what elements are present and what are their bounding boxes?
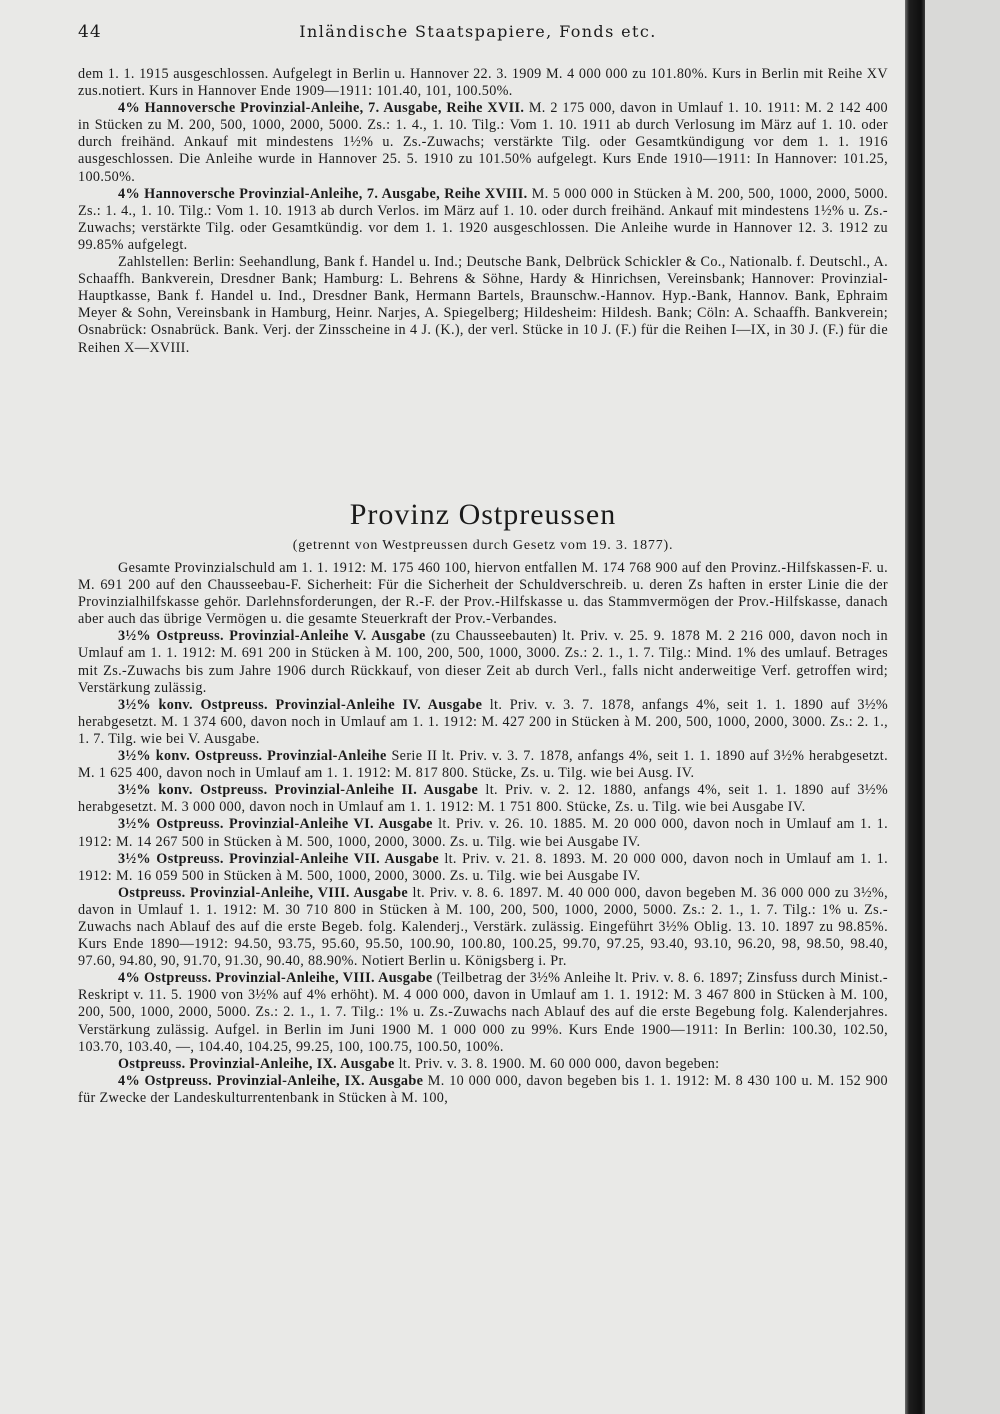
- hannover-reihe-xviii: [78, 186, 888, 254]
- entry-text: (Teilbetrag der 3½% Anleihe lt. Priv. v. 8. 6. 1897; Zinsfuss durch Minist.-Reskript v. 11. 5. 1900 von 3½% auf 4% erhöht). M. 4 000 000, davon in Umlauf am 1. 1. 1912: M. 3 467 800 in Stücken à M. 100, 200, 500, 1000, 2000, 5000. Zs.: 2. 1., 1. 7. Tilg.: 1% u. Zs.-Zuwachs nach Ablauf des auf die erste Begebung folg. Kalenderjahres. Verstärkung zulässig. Aufgel. in Berlin im Juni 1900 M. 1 000 000 zu 99%. Kurs Ende 1900—1911: In Berlin: 100.30, 102.50, 103.70, 103.40, —, 104.40, 104.25, 99.25, 100, 100.75, 100.50, 100%.: [78, 970, 888, 1055]
- entry-text: M. 10 000 000, davon begeben bis 1. 1. 1912: M. 8 430 100 u. M. 152 900 für Zwecke der Landeskulturrentenbank in Stücken à M. 100,: [78, 1072, 889, 1106]
- entry-text: lt. Priv. v. 26. 10. 1885. M. 20 000 000, davon noch in Umlauf am 1. 1. 1912: M. 14 267 500 in Stücken à M. 500, 1000, 2000, 3000. Zs. u. Tilg. wie bei Ausgabe IV.: [78, 816, 888, 850]
- entry-text: lt. Priv. v. 21. 8. 1893. M. 20 000 000, davon noch in Umlauf am 1. 1. 1912: M. 16 059 500 in Stücken à M. 500, 1000, 2000, 3000. Zs. u. Tilg. wie bei Ausgabe IV.: [78, 850, 888, 884]
- entry-heading: 3½% Ostpreuss. Provinzial-Anleihe V. Ausgabe: [118, 628, 426, 645]
- hannover-reihe-xvii: [78, 100, 888, 185]
- entry-text: M. 2 175 000, davon in Umlauf 1. 10. 1911: M. 2 142 400 in Stücken zu M. 200, 500, 1000, 2000, 5000. Zs.: 1. 4., 1. 10. Tilg.: Vom 1. 10. 1911 ab durch Verlosung im März auf 1. 10. oder durch freihänd. Ankauf mit mindestens 1½% u. Zs.-Zuwachs; verstärkte Tilg. oder Gesamtkündigung vor dem 1. 1. 1916 ausgeschlossen. Die Anleihe wurde in Hannover 25. 5. 1910 zu 101.50% aufgelegt. Kurs Ende 1910—1911: In Hannover: 101.25, 100.50%.: [78, 100, 888, 185]
- ostpreussen-intro: Gesamte Provinzialschuld am 1. 1. 1912: M. 175 460 100, hiervon entfallen M. 174 768 900 auf den Provinz.-Hilfskassen-F. u. M. 691 200 auf den Chausseebau-F. Sicherheit: Für die Sicherheit der Schuldverschreib. u. deren Zs haften in erster Linie die der Provinzialhilfskasse gehör. Darlehnsforderungen, der R.-F. der Prov.-Hilfskasse u. das Stammvermögen der Prov.-Hilfskasse, danach aber auch das übrige Vermögen u. die gesamte Steuerkraft der Prov.-Verbandes.: [78, 560, 888, 628]
- entry-text: lt. Priv. v. 3. 8. 1900. M. 60 000 000, davon begeben:: [394, 1055, 720, 1072]
- section-title: Provinz Ostpreussen: [349, 498, 617, 531]
- entry-ausgabe-iv: [78, 697, 888, 748]
- running-head: Inländische Staatspapiere, Fonds etc.: [299, 22, 657, 41]
- entry-heading: 4% Ostpreuss. Provinzial-Anleihe, IX. Ausgabe: [118, 1072, 424, 1089]
- hannover-continuation: dem 1. 1. 1915 ausgeschlossen. Aufgelegt in Berlin u. Hannover 22. 3. 1909 M. 4 000 000 zu 101.80%. Kurs in Berlin mit Reihe XV zus.notiert. Kurs in Hannover Ende 1909—1911: 101.40, 101, 100.50%.: [78, 66, 888, 100]
- entry-text: (zu Chausseebauten) lt. Priv. v. 25. 9. 1878 M. 2 216 000, davon noch in Umlauf am 1. 1. 1912: M. 691 200 in Stücken à M. 100, 200, 500, 1000, 3000. Zs.: 2. 1., 1. 7. Tilg.: Mind. 1% des umlauf. Betrages mit Zs.-Zuwachs bis zum Jahre 1906 durch Rückkauf, von dieser Zeit ab durch Verl., falls nicht anderweitige Verf. getroffen wird; Verstärkung zulässig.: [78, 628, 888, 696]
- entry-heading: 4% Ostpreuss. Provinzial-Anleihe, VIII. Ausgabe: [118, 970, 433, 987]
- adjacent-page-edge: [925, 0, 1000, 1414]
- entry-text: M. 5 000 000 in Stücken à M. 200, 500, 1000, 2000, 5000. Zs.: 1. 4., 1. 10. Tilg.: Vom 1. 10. 1913 ab durch Verlos. im März auf 1. 10. oder durch freihänd. Ankauf mit mindestens 1½% u. Zs.-Zuwachs; verstärkte Tilg. oder Gesamtkündig. vor dem 1. 1. 1920 ausgeschlossen. Die Anleihe wurde in Hannover 12. 3. 1912 zu 99.85% aufgelegt.: [78, 185, 888, 253]
- entry-ausgabe-vi: [78, 816, 888, 850]
- entry-heading: 4% Hannoversche Provinzial-Anleihe, 7. Ausgabe, Reihe XVIII.: [118, 185, 528, 202]
- entry-ausgabe-ix-4pct: [78, 1073, 888, 1107]
- entry-serie-ii: [78, 748, 888, 782]
- entry-heading: 3½% Ostpreuss. Provinzial-Anleihe VI. Ausgabe: [118, 816, 433, 833]
- entry-ausgabe-viii: [78, 885, 888, 970]
- entry-ausgabe-vii: [78, 851, 888, 885]
- entry-ausgabe-v: [78, 628, 888, 696]
- entry-heading: 3½% Ostpreuss. Provinzial-Anleihe VII. Ausgabe: [118, 850, 439, 867]
- entry-heading: Ostpreuss. Provinzial-Anleihe, VIII. Ausgabe: [118, 884, 409, 901]
- entry-ausgabe-ix: [78, 1056, 888, 1073]
- ostpreussen-section: [78, 560, 888, 1107]
- hannover-zahlstellen: Zahlstellen: Berlin: Seehandlung, Bank f. Handel u. Ind.; Deutsche Bank, Delbrück Schickler & Co., Nationalb. f. Deutschl., A. Schaaffh. Bankverein, Dresdner Bank; Hamburg: L. Behrens & Söhne, Hardy & Hinrichsen, Vereinsbank; Hannover: Provinzial-Hauptkasse, Bank f. Handel u. Ind., Dresdner Bank, Hermann Bartels, Braunschw.-Hannov. Hyp.-Bank, Hannov. Bank, Ephraim Meyer & Sohn, Vereinsbank in Hamburg, Heinr. Narjes, A. Spiegelberg; Hildesheim: Hildesh. Bank; Cöln: A. Schaaffh. Bankverein; Osnabrück: Osnabrück. Bank. Verj. der Zinsscheine in 4 J. (K.), der verl. Stücke in 10 J. (F.) für die Reihen I—IX, in 30 J. (F.) für die Reihen X—XVIII.: [78, 254, 888, 356]
- entry-ausgabe-ii: [78, 782, 888, 816]
- entry-text: lt. Priv. v. 3. 7. 1878, anfangs 4%, seit 1. 1. 1890 auf 3½% herabgesetzt. M. 1 374 600, davon noch in Umlauf am 1. 1. 1912: M. 427 200 in Stücken à M. 200, 500, 1000, 2000, 3000. Zs.: 2. 1., 1. 7. Tilg. wie bei V. Ausgabe.: [78, 696, 888, 747]
- entry-text: lt. Priv. v. 8. 6. 1897. M. 40 000 000, davon begeben M. 36 000 000 zu 3½%, davon in Umlauf 1. 1. 1912: M. 30 710 800 in Stücken à M. 100, 200, 500, 1000, 2000, 5000. Zs.: 2. 1., 1. 7. Tilg.: 1% u. Zs.-Zuwachs nach Ablauf des auf die erste Begeb. folg. Kalenderj., Verstärk. zulässig. Eingeführt 3½% Oblig. 13. 10. 1897 zu 98.85%. Kurs Ende 1890—1912: 94.50, 93.75, 95.60, 95.50, 100.90, 100.80, 100.25, 99.70, 97.25, 93.40, 93.10, 96.20, 98, 98.50, 98.40, 97.60, 94.80, 90, 91.70, 91.30, 90.40, 88.90%. Notiert Berlin u. Königsberg i. Pr.: [78, 884, 889, 970]
- hannover-section: [78, 66, 888, 357]
- entry-heading: Ostpreuss. Provinzial-Anleihe, IX. Ausgabe: [118, 1055, 395, 1072]
- entry-text: lt. Priv. v. 2. 12. 1880, anfangs 4%, seit 1. 1. 1890 auf 3½% herabgesetzt. M. 3 000 000, davon noch in Umlauf am 1. 1. 1912: M. 1 751 800. Stücke, Zs. u. Tilg. wie bei Ausgabe IV.: [78, 782, 888, 816]
- entry-heading: 3½% konv. Ostpreuss. Provinzial-Anleihe II. Ausgabe: [118, 782, 479, 799]
- entry-ausgabe-viii-4pct: [78, 970, 888, 1055]
- book-gutter: [905, 0, 925, 1414]
- entry-text: Serie II lt. Priv. v. 3. 7. 1878, anfangs 4%, seit 1. 1. 1890 auf 3½% herabgesetzt. M. 1 625 400, davon noch in Umlauf am 1. 1. 1912: M. 817 800. Stücke, Zs. u. Tilg. wie bei Ausg. IV.: [78, 748, 888, 782]
- entry-heading: 3½% konv. Ostpreuss. Provinzial-Anleihe: [118, 748, 387, 765]
- section-subtitle: (getrennt von Westpreussen durch Gesetz vom 19. 3. 1877).: [292, 538, 674, 553]
- entry-heading: 3½% konv. Ostpreuss. Provinzial-Anleihe IV. Ausgabe: [118, 696, 483, 713]
- page-number: 44: [78, 22, 102, 42]
- page-header: [78, 22, 878, 48]
- entry-heading: 4% Hannoversche Provinzial-Anleihe, 7. Ausgabe, Reihe XVII.: [118, 100, 525, 117]
